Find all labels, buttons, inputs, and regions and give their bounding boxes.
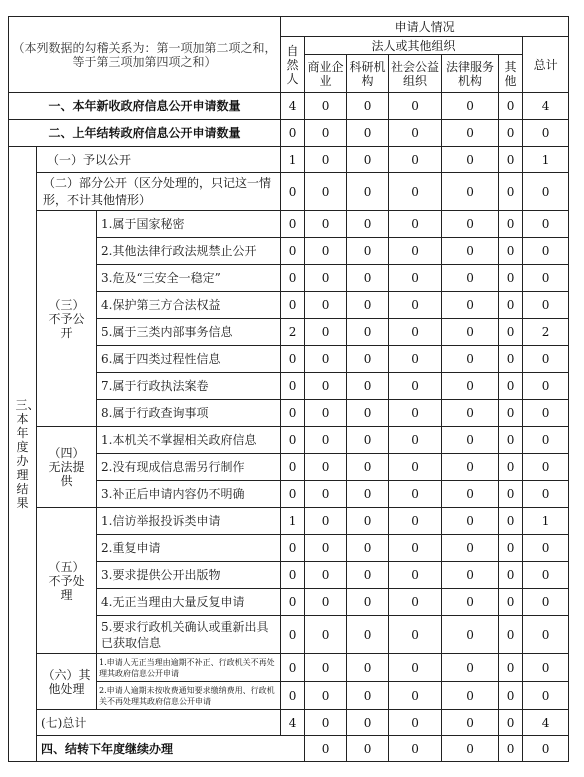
row-label: 2.申请人逾期未按收费通知要求缴纳费用、行政机关不再处理其政府信息公开申请 [97,682,281,710]
government-info-disclosure-table [8,16,569,762]
row-label: 1.属于国家秘密 [97,211,281,238]
table-row [9,427,569,454]
cell-value: 0 [499,508,523,535]
row-label: 3.补正后申请内容仍不明确 [97,481,281,508]
cell-value: 0 [389,481,442,508]
cell-value: 0 [389,211,442,238]
table-row [9,120,569,147]
cell-value: 0 [281,616,305,654]
cell-value: 0 [442,265,499,292]
cell-value: 0 [347,616,389,654]
cell-value: 0 [305,265,347,292]
cell-value: 0 [347,736,389,762]
group-label-not-handled [37,508,97,654]
cell-value: 0 [442,346,499,373]
cell-value: 0 [499,616,523,654]
cell-value: 0 [305,589,347,616]
cell-value: 0 [499,400,523,427]
cell-value: 0 [499,481,523,508]
cell-value: 0 [347,400,389,427]
table-note: （本列数据的勾稽关系为：第一项加第二项之和，等于第三项加第四项之和） [9,17,281,93]
group-label-not-disclose [37,211,97,427]
cell-value: 0 [389,346,442,373]
cell-value: 0 [305,616,347,654]
row-label: 二、上年结转政府信息公开申请数量 [9,120,281,147]
row-label: 5.要求行政机关确认或重新出具已获取信息 [97,616,281,654]
cell-value: 0 [523,238,569,265]
natural-person-header: 自然人 [281,37,305,93]
row-label: （二）部分公开（区分处理的，只记这一情形，不计其他情形） [37,173,281,211]
cell-value: 0 [499,346,523,373]
cell-value: 0 [305,346,347,373]
cell-value: 0 [442,427,499,454]
cell-value: 0 [523,481,569,508]
cell-value: 4 [281,93,305,120]
cell-value: 0 [499,427,523,454]
cell-value: 0 [305,427,347,454]
cell-value: 0 [523,265,569,292]
cell-value: 0 [389,292,442,319]
cell-value: 0 [281,589,305,616]
cell-value: 0 [389,147,442,173]
cell-value: 0 [305,292,347,319]
cell-value: 0 [347,238,389,265]
cell-value: 0 [389,427,442,454]
cell-value: 0 [281,346,305,373]
cell-value: 0 [499,319,523,346]
cell-value: 0 [305,173,347,211]
cell-value: 0 [389,508,442,535]
cell-value: 0 [347,427,389,454]
cell-value: 0 [281,292,305,319]
cell-value: 0 [281,373,305,400]
cell-value: 0 [523,346,569,373]
row-label: 四、结转下年度继续办理 [37,736,305,762]
table-row [9,508,569,535]
cell-value: 0 [305,654,347,682]
cell-value: 0 [389,93,442,120]
cell-value: 0 [499,373,523,400]
cell-value: 0 [305,736,347,762]
table-row [9,654,569,682]
cell-value: 4 [523,93,569,120]
cell-value: 0 [281,562,305,589]
cell-value: 0 [281,654,305,682]
cell-value: 0 [389,589,442,616]
cell-value: 0 [347,710,389,736]
cell-value: 0 [281,265,305,292]
cell-value: 0 [305,120,347,147]
cell-value: 0 [347,147,389,173]
table-row [9,93,569,120]
cell-value: 0 [442,319,499,346]
cell-value: 0 [347,120,389,147]
group-label-text: （六）其他处理 [42,667,91,696]
cell-value: 0 [442,736,499,762]
group-label-text: （四）无法提供 [48,446,85,488]
cell-value: 0 [281,211,305,238]
cell-value: 0 [305,562,347,589]
cell-value: 0 [347,508,389,535]
cell-value: 0 [389,454,442,481]
group-label-unable [37,427,97,508]
cell-value: 0 [347,346,389,373]
cell-value: 1 [523,508,569,535]
cell-value: 0 [347,292,389,319]
cell-value: 0 [442,120,499,147]
cell-value: 0 [442,93,499,120]
cell-value: 0 [389,736,442,762]
cell-value: 0 [442,173,499,211]
cell-value: 0 [442,589,499,616]
cell-value: 0 [347,562,389,589]
table-row [9,147,569,173]
table-row [9,736,569,762]
cell-value: 0 [499,93,523,120]
cell-value: 0 [305,211,347,238]
cell-value: 0 [281,400,305,427]
section3-label [9,147,40,762]
org-header: 商业企业 [305,55,347,93]
cell-value: 0 [499,654,523,682]
cell-value: 0 [523,682,569,710]
row-label: 2.重复申请 [97,535,281,562]
cell-value: 0 [305,238,347,265]
cell-value: 0 [442,682,499,710]
org-header: 科研机构 [347,55,389,93]
cell-value: 0 [442,535,499,562]
row-label: 8.属于行政查询事项 [97,400,281,427]
cell-value: 0 [499,535,523,562]
cell-value: 0 [523,535,569,562]
cell-value: 0 [347,265,389,292]
cell-value: 0 [389,400,442,427]
row-label: 1.信访举报投诉类申请 [97,508,281,535]
table-row [9,710,569,736]
cell-value: 0 [347,173,389,211]
cell-value: 0 [389,654,442,682]
cell-value: 0 [347,535,389,562]
cell-value: 0 [442,508,499,535]
cell-value: 0 [523,616,569,654]
cell-value: 0 [347,373,389,400]
cell-value: 0 [442,710,499,736]
cell-value: 0 [499,211,523,238]
cell-value: 0 [499,238,523,265]
cell-value: 0 [305,682,347,710]
cell-value: 0 [347,93,389,120]
cell-value: 4 [281,710,305,736]
cell-value: 0 [442,562,499,589]
table-row [9,211,569,238]
cell-value: 0 [499,265,523,292]
cell-value: 0 [523,654,569,682]
cell-value: 2 [281,319,305,346]
cell-value: 0 [499,682,523,710]
cell-value: 2 [523,319,569,346]
row-label: 1.申请人无正当理由逾期不补正、行政机关不再处理其政府信息公开申请 [97,654,281,682]
cell-value: 0 [281,682,305,710]
cell-value: 0 [347,319,389,346]
cell-value: 0 [523,173,569,211]
row-label: 一、本年新收政府信息公开申请数量 [9,93,281,120]
group-label-text: （三）不予公开 [48,297,85,340]
cell-value: 0 [389,562,442,589]
row-label: （一）予以公开 [37,147,281,173]
header-row-1 [9,17,569,37]
cell-value: 0 [499,147,523,173]
cell-value: 0 [389,319,442,346]
cell-value: 0 [442,211,499,238]
cell-value: 0 [347,454,389,481]
applicant-info-header: 申请人情况 [281,17,569,37]
cell-value: 0 [305,454,347,481]
cell-value: 0 [442,481,499,508]
row-label: 6.属于四类过程性信息 [97,346,281,373]
org-header: 其他 [499,55,523,93]
cell-value: 0 [499,710,523,736]
row-label: 3.要求提供公开出版物 [97,562,281,589]
cell-value: 0 [523,120,569,147]
cell-value: 0 [389,265,442,292]
cell-value: 0 [442,147,499,173]
row-label: 5.属于三类内部事务信息 [97,319,281,346]
cell-value: 0 [523,427,569,454]
cell-value: 0 [499,120,523,147]
cell-value: 1 [523,147,569,173]
cell-value: 0 [389,120,442,147]
cell-value: 0 [347,481,389,508]
cell-value: 0 [499,589,523,616]
group-label-text: （五）不予处理 [48,559,85,602]
table-row [9,173,569,211]
cell-value: 0 [499,454,523,481]
cell-value: 0 [523,589,569,616]
cell-value: 0 [347,211,389,238]
cell-value: 0 [281,535,305,562]
row-label: 4.保护第三方合法权益 [97,292,281,319]
cell-value: 0 [523,454,569,481]
cell-value: 0 [499,292,523,319]
cell-value: 0 [389,238,442,265]
cell-value: 0 [347,682,389,710]
cell-value: 0 [281,120,305,147]
cell-value: 0 [281,454,305,481]
cell-value: 0 [305,319,347,346]
cell-value: 0 [347,589,389,616]
cell-value: 0 [389,173,442,211]
cell-value: 0 [305,400,347,427]
section3-label-text: 三、本年度办理结果 [15,398,40,510]
cell-value: 0 [281,481,305,508]
legal-entities-header: 法人或其他组织 [305,37,523,55]
cell-value: 0 [281,173,305,211]
row-label: 2.其他法律行政法规禁止公开 [97,238,281,265]
cell-value: 0 [442,373,499,400]
group-label-other [37,654,97,710]
cell-value: 0 [305,508,347,535]
org-header: 法律服务机构 [442,55,499,93]
cell-value: 0 [442,654,499,682]
cell-value: 0 [347,654,389,682]
cell-value: 1 [281,147,305,173]
cell-value: 0 [305,710,347,736]
cell-value: 0 [305,481,347,508]
cell-value: 0 [523,373,569,400]
cell-value: 0 [281,238,305,265]
cell-value: 0 [305,93,347,120]
cell-value: 0 [442,292,499,319]
cell-value: 0 [389,616,442,654]
cell-value: 0 [442,454,499,481]
org-header: 社会公益组织 [389,55,442,93]
cell-value: 0 [389,710,442,736]
row-label: 2.没有现成信息需另行制作 [97,454,281,481]
row-label: (七)总计 [37,710,281,736]
cell-value: 4 [523,710,569,736]
row-label: 4.无正当理由大量反复申请 [97,589,281,616]
cell-value: 0 [389,373,442,400]
cell-value: 0 [499,736,523,762]
cell-value: 0 [499,562,523,589]
cell-value: 0 [523,400,569,427]
cell-value: 1 [281,508,305,535]
cell-value: 0 [523,562,569,589]
cell-value: 0 [442,238,499,265]
row-label: 1.本机关不掌握相关政府信息 [97,427,281,454]
report-table-container [8,16,569,762]
cell-value: 0 [442,616,499,654]
total-header: 总计 [523,37,569,93]
cell-value: 0 [305,147,347,173]
row-label: 7.属于行政执法案卷 [97,373,281,400]
cell-value: 0 [523,292,569,319]
cell-value: 0 [389,535,442,562]
cell-value: 0 [305,373,347,400]
row-label: 3.危及“三安全一稳定” [97,265,281,292]
cell-value: 0 [523,211,569,238]
cell-value: 0 [442,400,499,427]
cell-value: 0 [389,682,442,710]
cell-value: 0 [305,535,347,562]
cell-value: 0 [499,173,523,211]
cell-value: 0 [523,736,569,762]
cell-value: 0 [281,427,305,454]
